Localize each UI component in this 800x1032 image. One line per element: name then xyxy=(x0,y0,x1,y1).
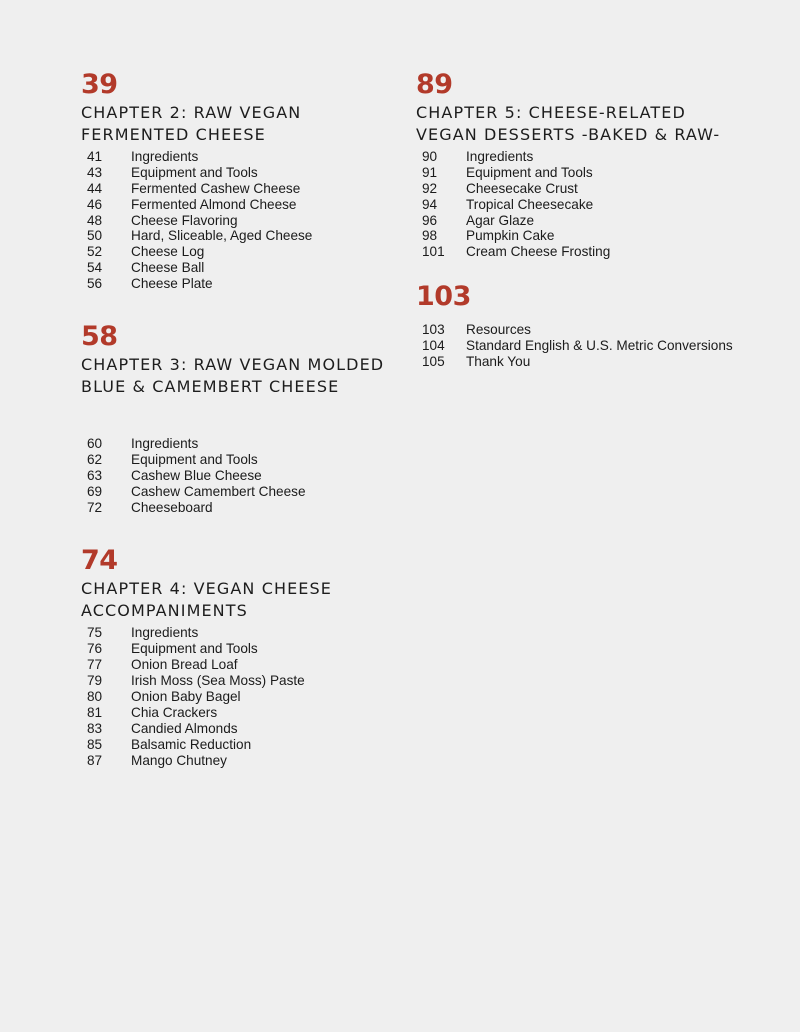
toc-entry[interactable] xyxy=(81,705,401,721)
toc-list xyxy=(81,625,401,768)
toc-page: 79 xyxy=(87,673,103,689)
toc-title: Equipment and Tools xyxy=(131,164,258,180)
toc-entry[interactable] xyxy=(81,689,401,705)
right-column xyxy=(416,70,776,370)
toc-page: 62 xyxy=(87,451,103,467)
toc-list xyxy=(81,149,401,292)
chapter-title[interactable] xyxy=(81,354,401,398)
chapter-page-number[interactable]: 74 xyxy=(81,545,118,577)
toc-page: 104 xyxy=(422,338,445,354)
chapter-title-line-1: CHAPTER 5: CHEESE-RELATED xyxy=(416,103,686,122)
chapter-3-section xyxy=(81,322,401,515)
chapter-title[interactable] xyxy=(416,102,776,146)
chapter-title-line-2: ACCOMPANIMENTS xyxy=(81,601,248,621)
toc-title: Tropical Cheesecake xyxy=(466,196,594,212)
toc-page: 91 xyxy=(422,164,438,180)
toc-entry[interactable] xyxy=(81,753,401,769)
toc-entry[interactable] xyxy=(416,322,776,338)
toc-page: 44 xyxy=(87,180,103,196)
toc-title: Cheeseboard xyxy=(131,499,213,515)
toc-page: 92 xyxy=(422,180,438,196)
toc-entry[interactable] xyxy=(81,436,401,452)
chapter-title-line-2: FERMENTED CHEESE xyxy=(81,125,266,144)
toc-title: Standard English & U.S. Metric Conversions xyxy=(466,338,733,354)
chapter-4-section xyxy=(81,546,401,768)
toc-entry[interactable] xyxy=(81,197,401,213)
toc-entry[interactable] xyxy=(416,213,776,229)
toc-title: Cheese Ball xyxy=(131,260,205,276)
toc-page: 87 xyxy=(87,752,103,768)
toc-title: Hard, Sliceable, Aged Cheese xyxy=(131,228,313,244)
chapter-page-number[interactable]: 58 xyxy=(81,321,118,353)
toc-entry[interactable] xyxy=(416,165,776,181)
toc-page: 46 xyxy=(87,196,103,212)
toc-title: Agar Glaze xyxy=(466,212,535,228)
toc-title: Equipment and Tools xyxy=(131,641,258,657)
toc-entry[interactable] xyxy=(81,452,401,468)
toc-entry[interactable] xyxy=(81,625,401,641)
toc-page: 80 xyxy=(87,689,103,705)
toc-title: Cheesecake Crust xyxy=(466,180,578,196)
toc-entry[interactable] xyxy=(81,149,401,165)
toc-page: 103 xyxy=(422,322,445,338)
toc-page: 48 xyxy=(87,212,103,228)
toc-page: 101 xyxy=(422,244,445,260)
toc-entry[interactable] xyxy=(81,657,401,673)
toc-title: Onion Baby Bagel xyxy=(131,689,241,705)
chapter-title-line-1: CHAPTER 3: RAW VEGAN MOLDED xyxy=(81,355,385,375)
toc-page: 85 xyxy=(87,736,103,752)
toc-page: 52 xyxy=(87,244,103,260)
toc-page: 90 xyxy=(422,149,438,164)
left-column xyxy=(81,70,401,768)
toc-page: 60 xyxy=(87,436,103,452)
toc-page: 54 xyxy=(87,260,103,276)
toc-entry[interactable] xyxy=(81,276,401,292)
chapter-title[interactable] xyxy=(81,578,401,622)
toc-entry[interactable] xyxy=(81,244,401,260)
chapter-title-line-1: CHAPTER 2: RAW VEGAN xyxy=(81,103,302,122)
toc-page: 72 xyxy=(87,499,103,515)
toc-page: 43 xyxy=(87,164,103,180)
toc-title: Pumpkin Cake xyxy=(466,228,555,244)
toc-list xyxy=(416,149,776,260)
toc-page: 81 xyxy=(87,704,103,720)
toc-title: Cashew Blue Cheese xyxy=(131,467,262,483)
toc-page: 98 xyxy=(422,228,438,244)
toc-title: Onion Bread Loaf xyxy=(131,657,238,673)
toc-entry[interactable] xyxy=(416,149,776,165)
toc-entry[interactable] xyxy=(81,484,401,500)
toc-title: Cashew Camembert Cheese xyxy=(131,483,306,499)
toc-title: Cheese Plate xyxy=(131,276,213,292)
toc-title: Fermented Cashew Cheese xyxy=(131,180,301,196)
chapter-title[interactable] xyxy=(81,102,401,146)
toc-title: Equipment and Tools xyxy=(131,451,258,467)
toc-entry[interactable] xyxy=(81,721,401,737)
toc-entry[interactable] xyxy=(81,165,401,181)
chapter-title-line-1: CHAPTER 4: VEGAN CHEESE xyxy=(81,579,332,599)
chapter-page-number[interactable]: 89 xyxy=(416,69,453,100)
toc-page: 96 xyxy=(422,212,438,228)
toc-title: Cheese Flavoring xyxy=(131,212,238,228)
toc-entry[interactable] xyxy=(416,338,776,354)
chapter-page-number[interactable]: 39 xyxy=(81,69,118,100)
toc-entry[interactable] xyxy=(416,197,776,213)
chapter-title-line-2: BLUE & CAMEMBERT CHEESE xyxy=(81,377,340,397)
toc-entry[interactable] xyxy=(81,737,401,753)
toc-page: 63 xyxy=(87,467,103,483)
toc-page: 69 xyxy=(87,483,103,499)
toc-page: 76 xyxy=(87,641,103,657)
toc-page: 94 xyxy=(422,196,438,212)
toc-entry[interactable] xyxy=(416,181,776,197)
toc-entry[interactable] xyxy=(81,468,401,484)
toc-entry[interactable] xyxy=(81,181,401,197)
toc-title: Resources xyxy=(466,322,531,338)
chapter-title-line-2: VEGAN DESSERTS -BAKED & RAW- xyxy=(416,125,721,144)
resources-section xyxy=(416,282,776,370)
toc-page: 41 xyxy=(87,149,103,164)
chapter-2-section xyxy=(81,70,401,292)
toc-title: Candied Almonds xyxy=(131,720,238,736)
toc-title: Ingredients xyxy=(131,625,199,641)
toc-entry[interactable] xyxy=(81,641,401,657)
toc-list xyxy=(81,436,401,515)
toc-title: Cheese Log xyxy=(131,244,205,260)
section-page-number[interactable]: 103 xyxy=(416,281,471,313)
toc-page: 77 xyxy=(87,657,103,673)
toc-entry[interactable] xyxy=(416,244,776,260)
toc-entry[interactable] xyxy=(81,260,401,276)
toc-entry[interactable] xyxy=(81,673,401,689)
toc-page: 56 xyxy=(87,276,103,292)
toc-title: Ingredients xyxy=(466,149,534,164)
toc-title: Fermented Almond Cheese xyxy=(131,196,297,212)
toc-entry[interactable] xyxy=(81,500,401,516)
toc-page: 83 xyxy=(87,720,103,736)
toc-title: Chia Crackers xyxy=(131,704,218,720)
chapter-5-section xyxy=(416,70,776,260)
toc-title: Equipment and Tools xyxy=(466,164,593,180)
toc-title: Ingredients xyxy=(131,436,199,452)
toc-title: Mango Chutney xyxy=(131,752,227,768)
toc-entry[interactable] xyxy=(416,228,776,244)
toc-entry[interactable] xyxy=(416,354,776,370)
toc-list xyxy=(416,322,776,370)
toc-title: Irish Moss (Sea Moss) Paste xyxy=(131,673,305,689)
toc-entry[interactable] xyxy=(81,228,401,244)
toc-title: Balsamic Reduction xyxy=(131,736,252,752)
toc-title: Thank You xyxy=(466,354,531,370)
toc-page: 50 xyxy=(87,228,103,244)
toc-page: 105 xyxy=(422,354,445,370)
toc-title: Cream Cheese Frosting xyxy=(466,244,611,260)
toc-entry[interactable] xyxy=(81,213,401,229)
toc-page: 75 xyxy=(87,625,103,641)
toc-title: Ingredients xyxy=(131,149,199,164)
